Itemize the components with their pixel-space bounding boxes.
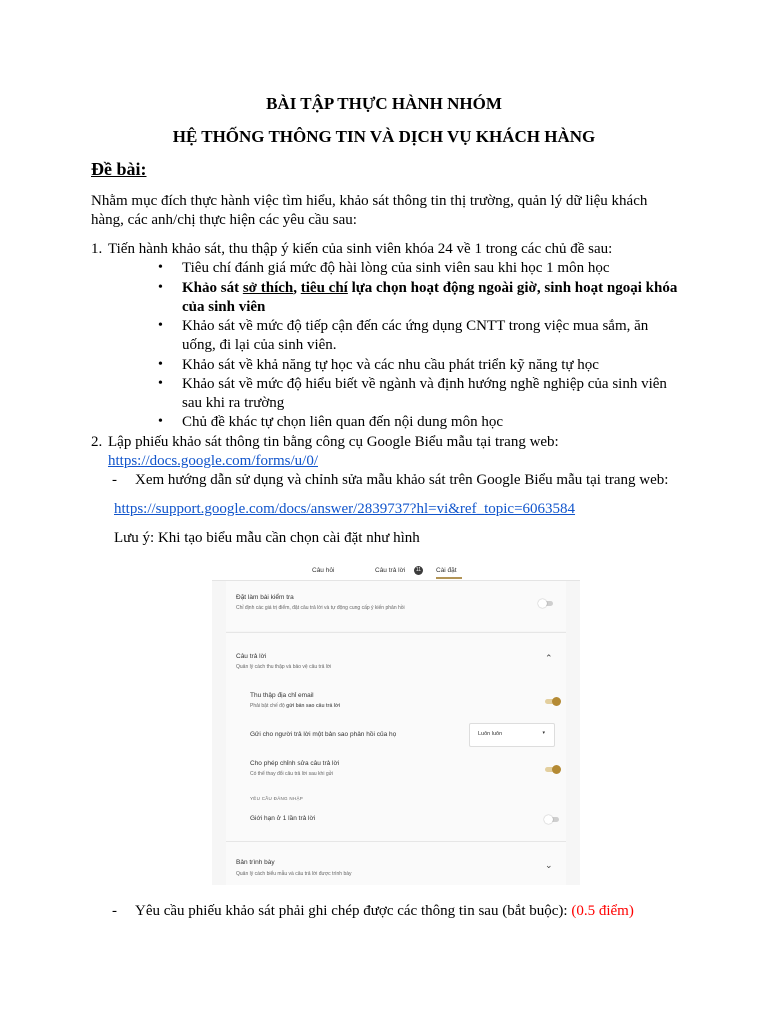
item1-number: 1.	[91, 241, 103, 257]
presentation-card	[226, 841, 566, 885]
tab-settings[interactable]: Cài đặt	[436, 567, 457, 574]
quiz-subtitle: Chỉ định các giá trị điểm, đặt câu trả lời và tự động cung cấp ý kiến phản hồi	[236, 605, 405, 611]
limit-one-toggle[interactable]	[545, 817, 559, 822]
collect-email-toggle[interactable]	[545, 699, 559, 704]
bullet-dot: •	[158, 318, 163, 333]
presentation-title: Bản trình bày	[236, 859, 275, 866]
note-text: Lưu ý: Khi tạo biểu mẫu cần chọn cài đặt như hình	[114, 530, 420, 546]
support-link[interactable]: https://support.google.com/docs/answer/2839737?hl=vi&ref_topic=6063584	[114, 501, 576, 517]
quiz-title: Đặt làm bài kiểm tra	[236, 594, 294, 601]
dash-1: -	[112, 472, 117, 488]
document-subtitle: HỆ THỐNG THÔNG TIN VÀ DỊCH VỤ KHÁCH HÀNG	[172, 127, 596, 146]
bullet-2: Khảo sát sở thích, tiêu chí lựa chọn hoạt động ngoài giờ, sinh hoạt ngoại khóa của sinh viên	[182, 280, 678, 315]
subitem-1-text: Xem hướng dẫn sử dụng và chỉnh sửa mẫu khảo sát trên Google Biểu mẫu tại trang web:	[135, 472, 669, 488]
points-label: (0.5 điểm)	[571, 903, 634, 919]
limit-one-label: Giới hạn ở 1 lần trả lời	[250, 815, 316, 822]
bullet-dot: •	[158, 357, 163, 372]
tab-questions[interactable]: Câu hỏi	[312, 567, 335, 574]
bullet-dot: •	[158, 414, 163, 429]
document-title: BÀI TẬP THỰC HÀNH NHÓM	[266, 94, 502, 113]
bullet-4: Khảo sát về khả năng tự học và các nhu cầu phát triển kỹ năng tự học	[182, 357, 599, 373]
item2-number: 2.	[91, 434, 103, 450]
intro-line-2: hàng, các anh/chị thực hiện các yêu cầu sau:	[91, 212, 357, 228]
bullet-5: Khảo sát về mức độ hiểu biết về ngành và định hướng nghề nghiệp của sinh viên sau khi ra trường	[182, 376, 667, 411]
settings-screenshot	[212, 559, 580, 885]
bullet-dot: •	[158, 280, 163, 295]
bullet-3: Khảo sát về mức độ tiếp cận đến các ứng dụng CNTT trong việc mua sắm, ăn uống, đi lại của sinh viên.	[182, 318, 649, 353]
allow-edit-subtitle: Có thể thay đổi câu trả lời sau khi gửi	[250, 771, 334, 777]
collect-email-subtitle: Phải bật chế độ gửi bản sao câu trả lời	[250, 703, 340, 709]
bullet-dot: •	[158, 260, 163, 275]
responses-subtitle: Quản lý cách thu thập và bảo vệ câu trả lời	[236, 664, 332, 670]
dash-2: -	[112, 903, 117, 919]
send-copy-label: Gửi cho người trả lời một bản sao phản hồi của họ	[250, 731, 397, 738]
chevron-up-icon[interactable]: ⌃	[545, 653, 553, 663]
bullet-1: Tiêu chí đánh giá mức độ hài lòng của sinh viên sau khi học 1 môn học	[182, 260, 610, 276]
allow-edit-title: Cho phép chỉnh sửa câu trả lời	[250, 760, 340, 767]
allow-edit-toggle[interactable]	[545, 767, 559, 772]
subitem-2-text: Yêu cầu phiếu khảo sát phải ghi chép được các thông tin sau (bắt buộc): (0.5 điểm)	[135, 903, 634, 919]
chevron-down-icon[interactable]: ⌄	[545, 860, 553, 870]
send-copy-value: Luôn luôn	[478, 731, 503, 737]
quiz-card	[226, 581, 566, 631]
presentation-subtitle: Quản lý cách biểu mẫu và câu trả lời được trình bày	[236, 871, 352, 877]
google-forms-link[interactable]: https://docs.google.com/forms/u/0/	[108, 453, 318, 469]
tab-responses[interactable]: Câu trả lời	[375, 567, 406, 574]
login-required-caption: YÊU CẦU ĐĂNG NHẬP	[250, 796, 304, 801]
dropdown-arrow-icon: ▾	[542, 730, 545, 736]
intro-line-1: Nhằm mục đích thực hành việc tìm hiểu, khảo sát thông tin thị trường, quản lý dữ liệu khách	[91, 193, 648, 209]
item2-text: Lập phiếu khảo sát thông tin bằng công cụ Google Biểu mẫu tại trang web:	[108, 434, 559, 450]
responses-count-badge: 11	[415, 567, 422, 573]
send-copy-select[interactable]	[469, 723, 555, 747]
responses-title: Câu trả lời	[236, 653, 267, 660]
tab-bar	[212, 559, 580, 581]
collect-email-title: Thu thập địa chỉ email	[250, 692, 314, 699]
section-heading: Đề bài:	[91, 159, 147, 179]
quiz-toggle[interactable]	[539, 601, 553, 606]
bullet-dot: •	[158, 376, 163, 391]
bullet-6: Chủ đề khác tự chọn liên quan đến nội dung môn học	[182, 414, 503, 430]
active-tab-indicator	[436, 577, 462, 579]
item1-text: Tiến hành khảo sát, thu thập ý kiến của sinh viên khóa 24 về 1 trong các chủ đề sau:	[108, 241, 613, 257]
